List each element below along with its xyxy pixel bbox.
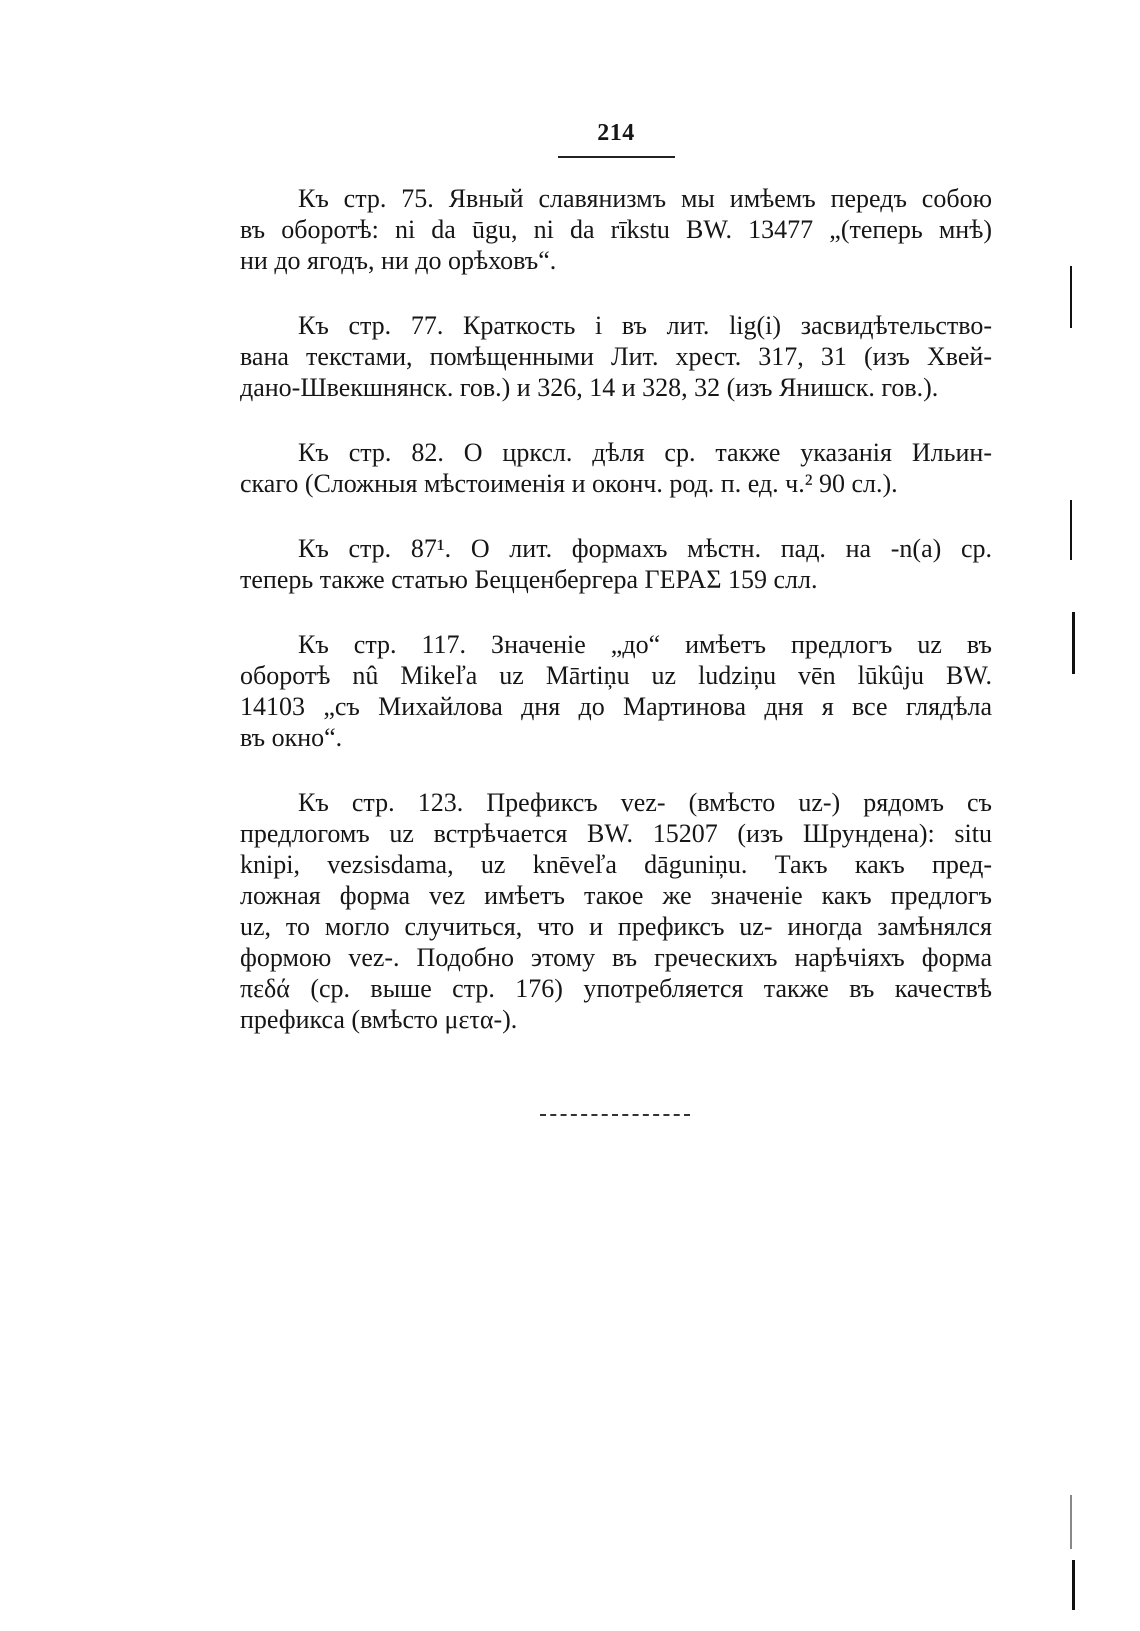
margin-mark — [1070, 266, 1072, 328]
text-line: uz, то могло случиться, что и префиксъ uz- иногда замѣнялся — [240, 912, 992, 941]
margin-mark — [1070, 1495, 1072, 1549]
paragraph — [240, 183, 992, 276]
margin-mark — [1070, 500, 1072, 560]
page-body — [240, 183, 992, 1069]
text-line: knipi, vezsisdama, uz knēveľa dāguniņu. Такъ какъ пред- — [240, 850, 992, 879]
text-line: дано-Швекшнянск. гов.) и 326, 14 и 328, 32 (изъ Янишск. гов.). — [240, 373, 939, 402]
end-rule — [540, 1114, 690, 1116]
text-line: префикса (вмѣсто μετα-). — [240, 1005, 518, 1034]
text-line: πεδά (ср. выше стр. 176) употребляется также въ качествѣ — [240, 974, 992, 1003]
paragraph — [240, 310, 992, 403]
text-line: вана текстами, помѣщенными Лит. хрест. 317, 31 (изъ Хвей- — [240, 342, 992, 371]
text-line: въ окно“. — [240, 723, 343, 752]
text-line: въ оборотѣ: ni da ūgu, ni da rīkstu BW. 13477 „(теперь мнѣ) — [240, 215, 992, 244]
paragraph — [240, 437, 992, 499]
text-line: предлогомъ uz встрѣчается BW. 15207 (изъ Шрундена): situ — [240, 819, 992, 848]
text-line: 14103 „съ Михайлова дня до Мартинова дня я все глядѣла — [240, 692, 992, 721]
text-line: Къ стр. 82. О црксл. дѣля ср. также указанія Ильин- — [298, 438, 992, 467]
text-line: скаго (Сложныя мѣстоименія и оконч. род. п. ед. ч.² 90 сл.). — [240, 469, 898, 498]
paragraph — [240, 629, 992, 753]
text-line: Къ стр. 117. Значеніе „до“ имѣетъ предлогъ uz въ — [298, 630, 992, 659]
text-line: Къ стр. 87¹. О лит. формахъ мѣстн. пад. на -n(a) ср. — [298, 534, 992, 563]
text-line: Къ стр. 77. Краткость i въ лит. lig(i) засвидѣтельство- — [298, 311, 992, 340]
text-line: формою vez-. Подобно этому въ греческихъ нарѣчіяхъ форма — [240, 943, 992, 972]
header-rule — [558, 156, 675, 158]
margin-mark — [1072, 1560, 1075, 1610]
margin-mark — [1072, 612, 1075, 674]
text-line: теперь также статью Бецценбергера ΓΕΡΑΣ 159 слл. — [240, 565, 818, 594]
paragraph — [240, 533, 992, 595]
page-number: 214 — [597, 120, 635, 146]
text-line: оборотѣ nû Mikeľa uz Mārtiņu uz ludziņu vēn lūkûju BW. — [240, 661, 992, 690]
text-line: ложная форма vez имѣетъ такое же значеніе какъ предлогъ — [240, 881, 992, 910]
text-line: Къ стр. 123. Префиксъ vez- (вмѣсто uz-) рядомъ съ — [298, 788, 992, 817]
text-line: Къ стр. 75. Явный славянизмъ мы имѣемъ передъ собою — [298, 184, 992, 213]
paragraph — [240, 787, 992, 1035]
text-line: ни до ягодъ, ни до орѣховъ“. — [240, 246, 557, 275]
